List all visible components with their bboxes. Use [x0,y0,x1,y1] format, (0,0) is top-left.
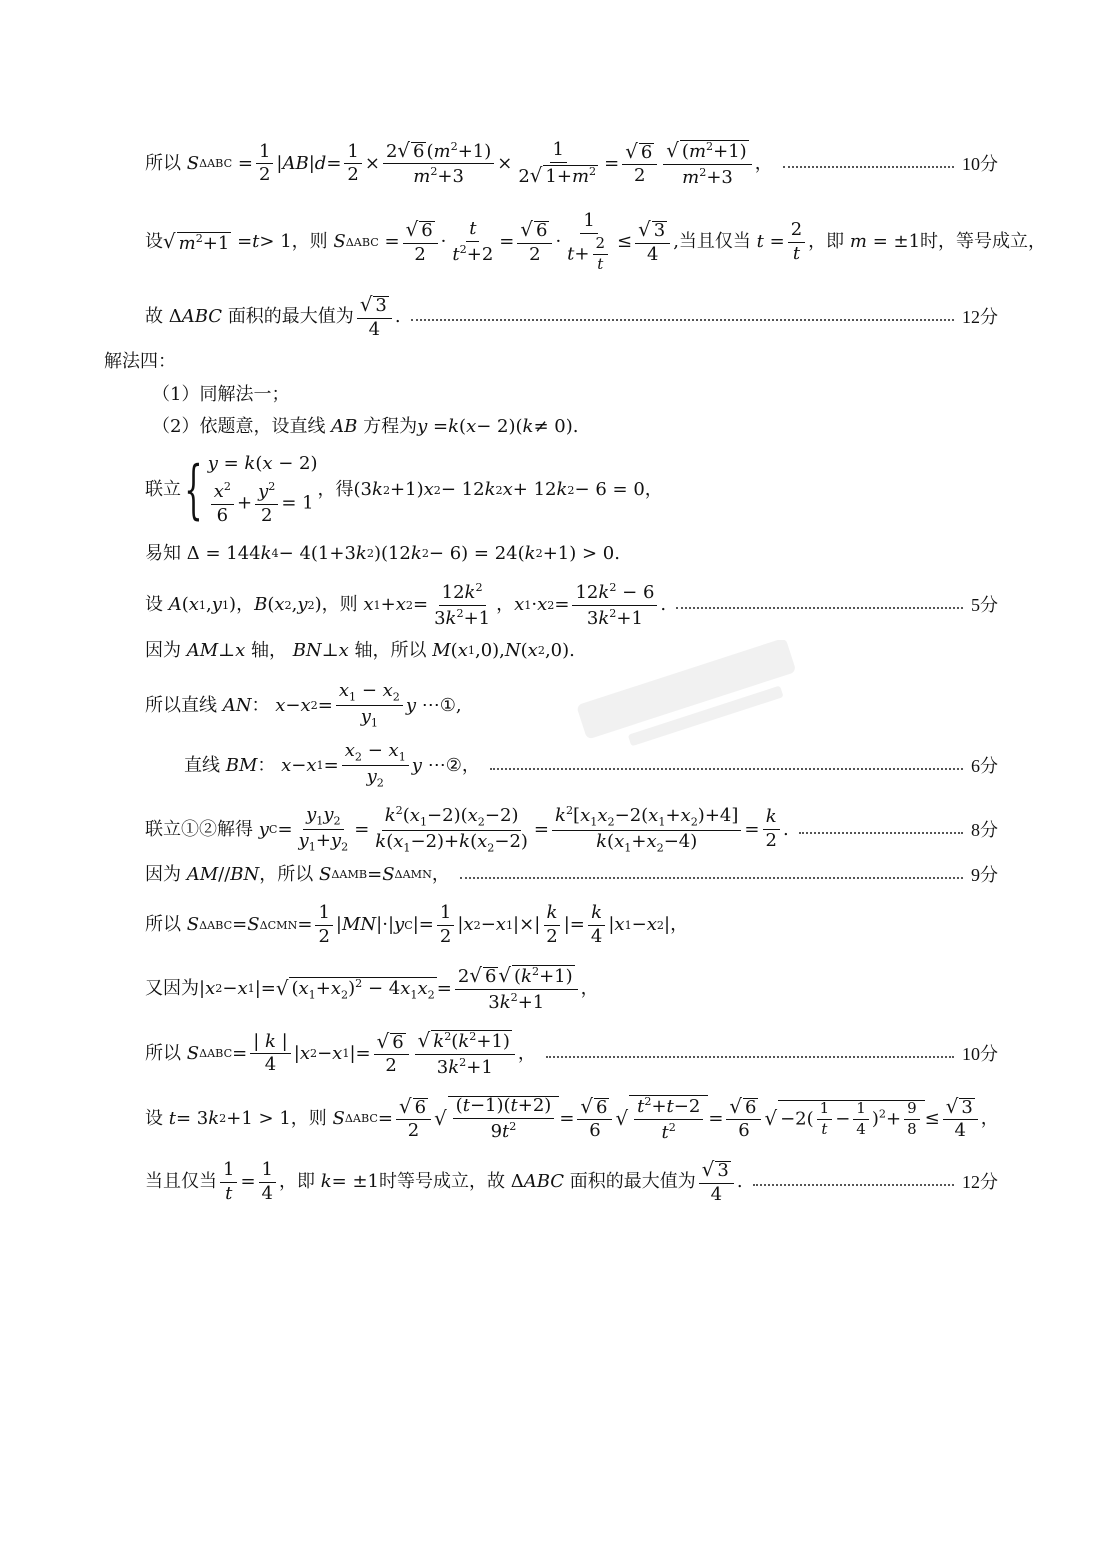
part-2-line: （2）依题意，设直线 AB 方程为 y = k ( x − 2)( k ≠ 0). [152,416,579,437]
perpendicular-line: 因为 AM ⊥ x 轴， BN ⊥ x 轴，所以 M ( x 1 ,0), N ( x 2 ,0). [145,640,575,661]
max-area-line: 故 ΔABC 面积的最大值为 √ 3 4 . 12分 [145,293,998,340]
vieta-line: 设 A ( x 1 , y 1 ) ， B ( x 2 , y 2 ) ，则 x 1 + x 2 = $12k^2$ $3k^2+1$ ， x 1 · x 2 = $12k^2 - 6$ $3k^2+1$ . 5分 [145,581,998,629]
line-text: 方程为 [363,416,418,437]
score-mark: 5分 [971,595,998,616]
line-text: 面积的最大值为 [227,306,354,328]
line-text: ，则 [290,1107,327,1129]
part-1-line [152,386,998,404]
distance-line: 又因为 | x 2 − x 1 |= √ $(x_1+x_2)^2 - 4x_1x_2$ = 2√ 6 √ $(k^2+1)$ $3k^2+1$ ， [145,964,599,1013]
score-mark: 8分 [971,819,998,840]
line-text: ，即 [279,1171,315,1193]
line-label: 设 [145,231,163,253]
area-line-3: 所以 S ΔABC = | k | 4 | x 2 − x 1 |= √ 6 2 √ $k^2(k^2+1)$ $3k^2+1$ ， 10分 [145,1029,998,1078]
line-text: ，则 [291,231,328,253]
line-an: 所以直线 AN ： x − x 2 = $x_1 - x_2$ $y_1$ y ⋯①, [145,680,462,730]
line-label: 故 [145,306,163,328]
line-label: 设 [145,1107,163,1129]
line-text: ，所以 [259,864,314,885]
line-label: 直线 [184,754,220,776]
line-text: ,当且仅当 [673,231,751,253]
line-text: （1）同解法一； [152,384,290,405]
line-label: 设 [145,594,163,616]
line-label: 又因为 [145,977,199,999]
line-label: 所以直线 [145,694,217,716]
line-label: 当且仅当 [145,1171,217,1193]
area-formula-line: 所以 S ΔABC = 1 2 | AB | d = 1 2 × 2√ 6 $(m^2+1)$ $m^2+3$ × 1 2√ $1+m^2$ = √ 6 2 √ $(m^2+1)$ $m^2+3$ ， 10分 [145,138,998,188]
line-text: 面积的最大值为 [569,1171,696,1193]
heading-text: 解法四： [104,351,176,372]
line-text: ，则 [321,594,358,616]
line-text: （2）依题意，设直线 [152,416,326,437]
line-label: 所以 [145,1042,181,1064]
line-text: 轴， [250,640,287,661]
line-text: ，即 [808,231,845,253]
line-label: 所以 [145,914,181,936]
score-mark: 9分 [971,865,998,885]
line-label: 所以 [145,152,181,174]
line-text: 时，等号成立， [920,231,1047,253]
score-mark: 12分 [962,1172,998,1193]
equation-system: { y = k(x − 2) $\frac{x^2}{6}$ + $\frac{y^2}{2}$ = 1 [184,453,318,528]
line-text: ，得 [317,479,354,501]
final-line: 当且仅当 1 t = 1 4 ，即 k = ±1 时等号成立，故 ΔABC 面积的最大值为 √ 3 4 . 12分 [145,1158,998,1205]
line-label: 易知 [145,543,181,564]
system-line: 联立 { y = k(x − 2) $\frac{x^2}{6}$ + $\frac{y^2}{2}$ = 1 ，得 (3 k 2 +1) x 2 − 12 k 2 x + 12 k 2 − 6 = 0， [145,453,663,528]
line-label: 联立①②解得 [145,818,253,840]
line-label: 联立 [145,479,181,501]
area-line-2: 所以 S ΔABC = S ΔCMN = 1 2 | MN |·| y C |= 1 2 | x 2 − x 1 |×| k 2 |= k 4 | x 1 − x 2 |， [145,902,689,947]
discriminant-line: 易知 Δ = 144 k 4 − 4(1+3 k 2 )(12 k 2 − 6) = 24( k 2 +1) > 0. [145,543,620,564]
line-label: 因为 [145,640,181,661]
line-text: 时等号成立，故 [378,1171,505,1193]
line-label: 因为 [145,864,181,885]
substitution-line: 设 √ $m^2+1$ = t > 1 ，则 S ΔABC = √ 6 2 · t $t^2+2$ = √ 6 2 · 1 t+ $\frac{2}{t}$ ≤ √ 3 4 ,当且仅当 t = 2 t ，即 m = ±1 时，等号成立， [145,210,1047,273]
score-mark: 10分 [962,1043,998,1064]
intersection-line: 联立①②解得 y C = $y_1y_2$ $y_1+y_2$ = $k^2(x_1-2)(x_2-2)$ $k(x_1-2)+k(x_2-2)$ = $k^2[x_1x_2-2(x_1+x_2)+4]$ $k(x_1+x_2-4)$ = k 2 . 8分 [145,804,998,855]
score-mark: 10分 [962,153,998,174]
solution-heading [104,353,998,371]
score-mark: 12分 [962,307,998,328]
score-mark: 6分 [971,755,998,776]
line-text: ， [236,594,255,616]
watermark-graphic [560,640,820,760]
line-bm: 直线 BM ： x − x 1 = $x_2 - x_1$ $y_2$ y ⋯②， 6分 [184,740,998,790]
line-text: 轴，所以 [354,640,427,661]
parallel-line: 因为 AM // BN ，所以 S ΔAMB = S ΔAMN ， 9分 [145,864,998,885]
t-substitution-line: 设 t = 3 k 2 +1 > 1 ，则 S ΔABC = √ 6 2 √ $\frac{(t-1)(t+2)}{9t^2}$ = √ 6 6 √ $\frac{t^2+t-2}{t^2}$ = √ 6 6 √ −2( $\frac{1}{t}$ − $\frac{1}{4}$ )$^2$+ $\frac{9}{8}$ ≤ √ 3 4 ， [145,1094,999,1143]
